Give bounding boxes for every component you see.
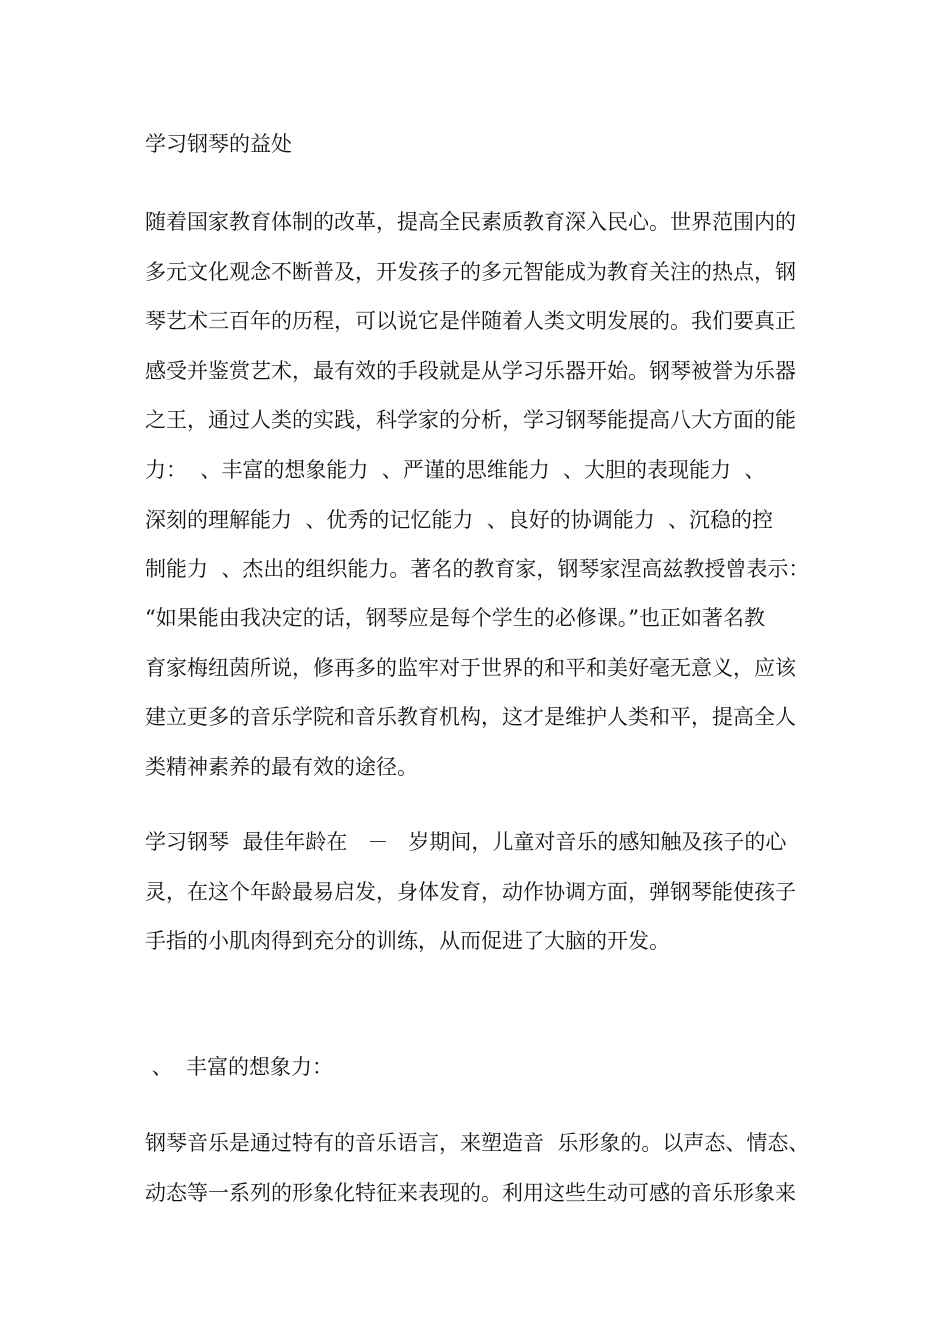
paragraph-1-line-5: 之王，通过人类的实践，科学家的分析，学习钢琴能提高八大方面的能 bbox=[145, 408, 796, 432]
paragraph-1-line-10: 育家梅纽茵所说，修再多的监牢对于世界的和平和美好毫无意义，应该 bbox=[145, 656, 796, 680]
paragraph-1-line-2: 多元文化观念不断普及，开发孩子的多元智能成为教育关注的热点，钢 bbox=[145, 260, 796, 284]
document-title: 学习钢琴的益处 bbox=[145, 132, 292, 156]
paragraph-1-line-1: 随着国家教育体制的改革，提高全民素质教育深入民心。世界范围内的 bbox=[145, 210, 796, 234]
section-heading: 、 丰富的想象力： bbox=[145, 1055, 334, 1079]
paragraph-1-line-7: 深刻的理解能力 、优秀的记忆能力 、良好的协调能力 、沉稳的控 bbox=[145, 508, 774, 532]
paragraph-1-line-11: 建立更多的音乐学院和音乐教育机构，这才是维护人类和平，提高全人 bbox=[145, 705, 796, 729]
paragraph-2-line-3: 手指的小肌肉得到充分的训练，从而促进了大脑的开发。 bbox=[145, 929, 670, 953]
paragraph-2-line-1: 学习钢琴 最佳年龄在 － 岁期间，儿童对音乐的感知触及孩子的心 bbox=[145, 830, 787, 854]
paragraph-1-line-12: 类精神素养的最有效的途径。 bbox=[145, 755, 418, 779]
paragraph-3-line-2: 动态等一系列的形象化特征来表现的。利用这些生动可感的音乐形象来 bbox=[145, 1181, 796, 1205]
paragraph-1-line-4: 感受并鉴赏艺术，最有效的手段就是从学习乐器开始。钢琴被誉为乐器 bbox=[145, 359, 796, 383]
paragraph-2-line-2: 灵，在这个年龄最易启发，身体发育，动作协调方面，弹钢琴能使孩子 bbox=[145, 880, 796, 904]
paragraph-1-line-6: 力： 、丰富的想象能力 、严谨的思维能力 、大胆的表现能力 、 bbox=[145, 458, 766, 482]
paragraph-1-line-9: “如果能由我决定的话，钢琴应是每个学生的必修课。”也正如著名教 bbox=[145, 606, 765, 630]
paragraph-3-line-1: 钢琴音乐是通过特有的音乐语言，来塑造音 乐形象的。以声态、情态、 bbox=[145, 1131, 810, 1155]
paragraph-1-line-8: 制能力 、杰出的组织能力。著名的教育家，钢琴家涅高兹教授曾表示： bbox=[145, 557, 810, 581]
paragraph-1-line-3: 琴艺术三百年的历程，可以说它是伴随着人类文明发展的。我们要真正 bbox=[145, 309, 796, 333]
